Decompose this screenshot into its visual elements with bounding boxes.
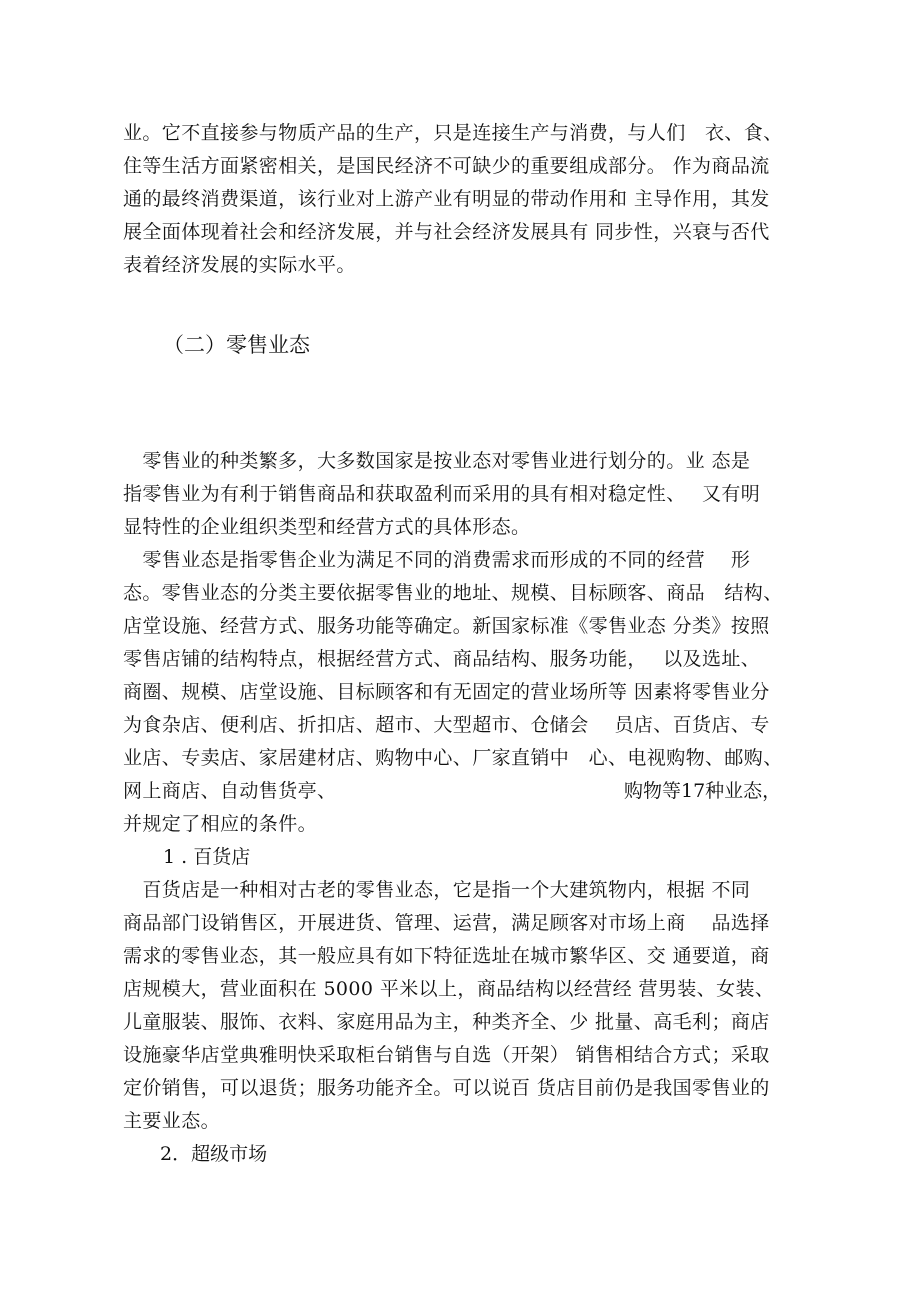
subsection-1-line-1: 百货店是一种相对古老的零售业态，它是指一个大建筑物内，根据 不同 — [123, 879, 751, 901]
paragraph-2-line-2: 指零售业为有利于销售商品和获取盈利而采用的具有相对稳定性、 又有明 — [123, 483, 761, 505]
paragraph-3-line-6: 为食杂店、便利店、折扣店、超市、大型超市、仓储会 员店、百货店、专 — [123, 714, 770, 736]
subsection-1-title: 1 . 百货店 — [163, 846, 251, 868]
subsection-1-line-7: 定价销售，可以退货；服务功能齐全。可以说百 货店目前仍是我国零售业的 — [123, 1077, 770, 1099]
paragraph-2-line-3: 显特性的企业组织类型和经营方式的具体形态。 — [123, 516, 531, 538]
paragraph-1-line-3: 通的最终消费渠道，该行业对上游产业有明显的带动作用和 主导作用，其发 — [123, 188, 770, 210]
paragraph-1-line-4: 展全面体现着社会和经济发展，并与社会经济发展具有 同步性，兴衰与否代 — [123, 221, 770, 243]
paragraph-1-line-5: 表着经济发展的实际水平。 — [123, 254, 356, 276]
paragraph-3-line-2: 态。零售业态的分类主要依据零售业的地址、规模、目标顾客、商品 结构、 — [123, 582, 783, 604]
subsection-1-line-5: 儿童服装、服饰、衣料、家庭用品为主，种类齐全、少 批量、高毛利；商店 — [123, 1011, 770, 1033]
subsection-1-line-8: 主要业态。 — [123, 1110, 221, 1132]
paragraph-3-line-8-tail: 购物等17种业态， — [624, 780, 782, 802]
paragraph-3-line-1: 零售业态是指零售企业为满足不同的消费需求而形成的不同的经营 形 — [123, 549, 751, 571]
paragraph-3-line-3: 店堂设施、经营方式、服务功能等确定。新国家标准《零售业态 分类》按照 — [123, 615, 770, 637]
paragraph-3-line-5: 商圈、规模、店堂设施、目标顾客和有无固定的营业场所等 因素将零售业分 — [123, 681, 770, 703]
paragraph-2-line-1: 零售业的种类繁多，大多数国家是按业态对零售业进行划分的。业 态是 — [123, 450, 751, 472]
subsection-1-line-3: 需求的零售业态，其一般应具有如下特征选址在城市繁华区、交 通要道，商 — [123, 945, 770, 967]
subsection-2-title: 2．超级市场 — [160, 1143, 268, 1165]
subsection-1-line-2: 商品部门设销售区，开展进货、管理、运营，满足顾客对市场上商 品选择 — [123, 912, 770, 934]
subsection-1-line-6: 设施豪华店堂典雅明快采取柜台销售与自选（开架） 销售相结合方式；采取 — [123, 1044, 770, 1066]
paragraph-3-line-7: 业店、专卖店、家居建材店、购物中心、厂家直销中 心、电视购物、邮购、 — [123, 747, 783, 769]
paragraph-3-line-4: 零售店铺的结构特点，根据经营方式、商品结构、服务功能， 以及选址、 — [123, 648, 761, 670]
paragraph-3-line-8: 网上商店、自动售货亭、 — [123, 780, 337, 802]
paragraph-1-line-2: 住等生活方面紧密相关，是国民经济不可缺少的重要组成部分。 作为商品流 — [123, 155, 770, 177]
paragraph-1-line-1: 业。它不直接参与物质产品的生产，只是连接生产与消费，与人们 衣、食、 — [123, 122, 783, 144]
section-heading: （二）零售业态 — [163, 333, 310, 357]
paragraph-3-last-line: 并规定了相应的条件。 — [123, 813, 318, 835]
subsection-1-line-4: 店规模大，营业面积在 5000 平米以上，商品结构以经营经 营男装、女装、 — [123, 978, 775, 1000]
